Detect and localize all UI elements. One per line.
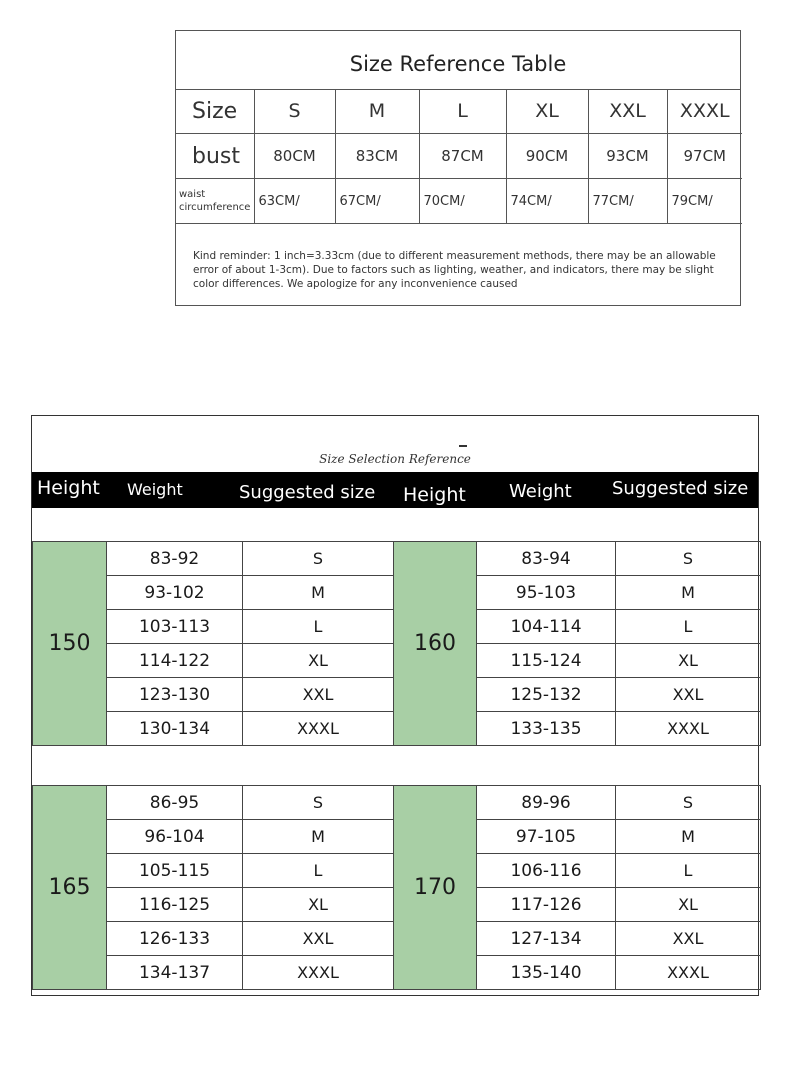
size-row (176, 89, 742, 134)
size-cell: M (243, 576, 394, 610)
size-col-xxxl: XXXL (667, 89, 742, 134)
weight-cell: 126-133 (107, 922, 243, 956)
weight-cell: 93-102 (107, 576, 243, 610)
size-cell: S (616, 542, 761, 576)
waist-value: 67CM/ (335, 179, 419, 224)
height-cell: 165 (33, 786, 107, 990)
waist-value: 63CM/ (254, 179, 335, 224)
weight-cell: 127-134 (477, 922, 616, 956)
size-group-1 (32, 541, 761, 746)
weight-cell: 106-116 (477, 854, 616, 888)
bust-value: 90CM (506, 134, 588, 179)
weight-cell: 117-126 (477, 888, 616, 922)
height-cell: 150 (33, 542, 107, 746)
weight-cell: 123-130 (107, 678, 243, 712)
bust-value: 80CM (254, 134, 335, 179)
size-cell: XL (616, 888, 761, 922)
header-height-left: Height (37, 477, 100, 499)
bust-value: 97CM (667, 134, 742, 179)
size-col-l: L (419, 89, 506, 134)
weight-cell: 86-95 (107, 786, 243, 820)
size-cell: L (243, 610, 394, 644)
header-bar (32, 472, 758, 508)
size-cell: XXXL (243, 956, 394, 990)
header-weight-left: Weight (127, 480, 183, 499)
height-cell: 170 (394, 786, 477, 990)
weight-cell: 96-104 (107, 820, 243, 854)
size-col-xl: XL (506, 89, 588, 134)
size-reference-table (175, 30, 741, 306)
weight-cell: 116-125 (107, 888, 243, 922)
size-cell: M (243, 820, 394, 854)
waist-value: 79CM/ (667, 179, 742, 224)
header-height-right: Height (403, 484, 466, 506)
size-cell: XXL (616, 922, 761, 956)
weight-cell: 89-96 (477, 786, 616, 820)
bust-value: 83CM (335, 134, 419, 179)
size-cell: S (243, 786, 394, 820)
size-col-s: S (254, 89, 335, 134)
weight-cell: 130-134 (107, 712, 243, 746)
size-selection-title: Size Selection Reference (319, 452, 471, 466)
size-col-m: M (335, 89, 419, 134)
size-cell: XXL (616, 678, 761, 712)
waist-value: 77CM/ (588, 179, 667, 224)
size-row (33, 542, 761, 576)
weight-cell: 103-113 (107, 610, 243, 644)
size-cell: M (616, 820, 761, 854)
size-cell: L (616, 610, 761, 644)
size-cell: S (616, 786, 761, 820)
weight-cell: 83-92 (107, 542, 243, 576)
weight-cell: 115-124 (477, 644, 616, 678)
size-cell: XL (243, 888, 394, 922)
waist-row (176, 179, 742, 224)
size-cell: XXL (243, 922, 394, 956)
weight-cell: 104-114 (477, 610, 616, 644)
size-group-2 (32, 785, 761, 990)
size-cell: XXL (243, 678, 394, 712)
bust-value: 87CM (419, 134, 506, 179)
bust-row (176, 134, 742, 179)
weight-cell: 83-94 (477, 542, 616, 576)
weight-cell: 135-140 (477, 956, 616, 990)
size-reference-title: Size Reference Table (176, 31, 740, 90)
bust-value: 93CM (588, 134, 667, 179)
waist-value: 74CM/ (506, 179, 588, 224)
kind-reminder-note: Kind reminder: 1 inch=3.33cm (due to different measurement methods, there may be an allowable error of about 1-3cm). Due to factors such as lighting, weather, and indicators, there may be slight color differences. We apologize for any inconvenience caused (193, 250, 716, 290)
size-cell: XXXL (616, 956, 761, 990)
waist-value: 70CM/ (419, 179, 506, 224)
size-selection-table (31, 415, 759, 996)
size-cell: XL (616, 644, 761, 678)
title-dash (459, 445, 467, 447)
weight-cell: 134-137 (107, 956, 243, 990)
size-cell: L (243, 854, 394, 888)
size-cell: L (616, 854, 761, 888)
size-cell: XXXL (616, 712, 761, 746)
waist-label: waist circumference (176, 179, 254, 224)
bust-label: bust (176, 134, 254, 179)
height-cell: 160 (394, 542, 477, 746)
size-cell: M (616, 576, 761, 610)
weight-cell: 95-103 (477, 576, 616, 610)
size-col-xxl: XXL (588, 89, 667, 134)
weight-cell: 105-115 (107, 854, 243, 888)
weight-cell: 114-122 (107, 644, 243, 678)
header-size-left: Suggested size (239, 482, 376, 503)
header-weight-right: Weight (509, 481, 572, 502)
weight-cell: 133-135 (477, 712, 616, 746)
size-cell: XL (243, 644, 394, 678)
size-reference-grid (176, 89, 742, 224)
size-cell: XXXL (243, 712, 394, 746)
size-row (33, 786, 761, 820)
size-label: Size (176, 89, 254, 134)
weight-cell: 97-105 (477, 820, 616, 854)
header-size-right: Suggested size (612, 478, 749, 499)
weight-cell: 125-132 (477, 678, 616, 712)
size-cell: S (243, 542, 394, 576)
